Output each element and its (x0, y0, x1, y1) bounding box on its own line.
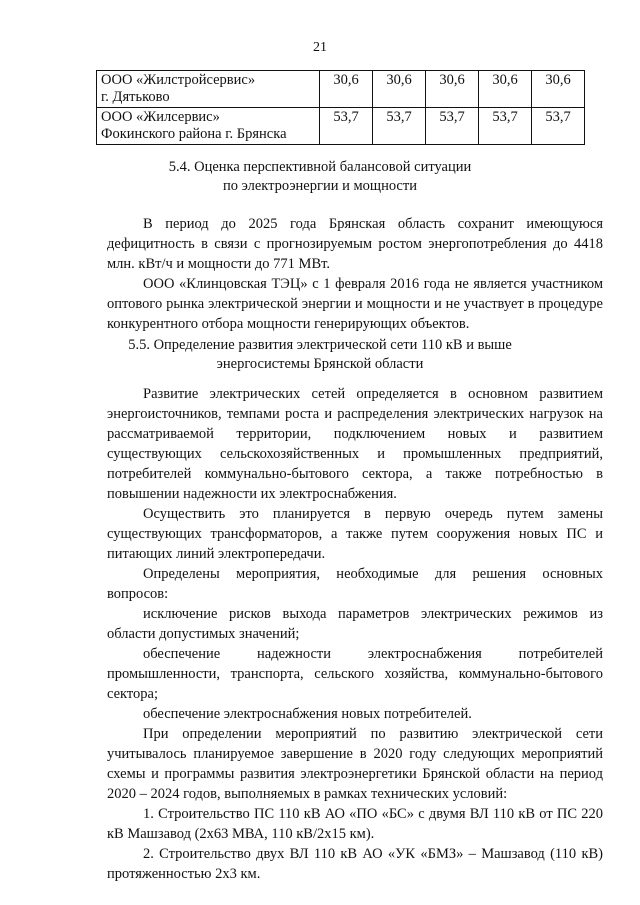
section-5-5-heading (0, 336, 640, 374)
table-cell-value: 30,6 (373, 71, 426, 108)
section-title-line: по электроэнергии и мощности (223, 178, 417, 194)
section-title-line: энергосистемы Брянской области (216, 356, 424, 372)
table-cell-value: 53,7 (320, 108, 373, 145)
table-cell-value: 30,6 (426, 71, 479, 108)
list-item: 1. Строительство ПС 110 кВ АО «ПО «БС» с двумя ВЛ 110 кВ от ПС 220 кВ Машзавод (2х63 МВА, 110 кВ/2х15 км). (107, 806, 603, 842)
table-cell-value: 30,6 (532, 71, 585, 108)
table-cell-value: 53,7 (479, 108, 532, 145)
paragraph: ООО «Клинцовская ТЭЦ» с 1 февраля 2016 года не является участником оптового рынка электрической энергии и мощности и не участвует в процедуре конкурентного отбора мощности генерирующих объектов. (107, 276, 603, 332)
section-title-line: 5.4. Оценка перспективной балансовой ситуации (168, 159, 472, 175)
paragraph: При определении мероприятий по развитию электрической сети учитывалось планируемое завершение в 2020 году следующих мероприятий схемы и программы развития электроэнергетики Брянской области на период 2020 – 2024 годов, выполняемых в рамках технических условий: (107, 726, 603, 802)
table-row (97, 71, 585, 108)
paragraph: В период до 2025 года Брянская область сохранит имеющуюся дефицитность в связи с прогнозируемым ростом энергопотребления до 4418 млн. кВт/ч и мощности до 771 МВт. (107, 216, 603, 272)
table-cell-name (97, 71, 320, 108)
org-name: ООО «Жилстройсервис» (101, 72, 256, 88)
page-number: 21 (313, 40, 327, 55)
section-5-4-body (107, 214, 603, 334)
list-item: обеспечение электроснабжения новых потребителей. (143, 706, 472, 722)
table-cell-value: 30,6 (320, 71, 373, 108)
list-item: исключение рисков выхода параметров электрических режимов из области допустимых значений; (107, 606, 603, 642)
table-cell-value: 53,7 (373, 108, 426, 145)
paragraph: Определены мероприятия, необходимые для решения основных вопросов: (107, 566, 603, 602)
table-cell-value: 53,7 (426, 108, 479, 145)
list-item: обеспечение надежности электроснабжения потребителей промышленности, транспорта, сельского хозяйства, коммунально-бытового сектора; (107, 646, 603, 702)
section-5-5-body (107, 384, 603, 884)
section-title-line: 5.5. Определение развития электрической сети 110 кВ и выше (128, 337, 512, 353)
org-location: Фокинского района г. Брянска (101, 126, 287, 142)
paragraph: Развитие электрических сетей определяется в основном развитием энергоисточников, темпами роста и распределения электрических нагрузок на рассматриваемой территории, подключением новых и развитием существующих сельскохозяйственных и промышленных предприятий, потребителей коммунально-бытового сектора, а также потребностью в повышении надежности их электроснабжения. (107, 386, 603, 502)
list-item: 2. Строительство двух ВЛ 110 кВ АО «УК «БМЗ» – Машзавод (110 кВ) протяженностью 2х3 км. (107, 846, 603, 882)
table-cell-name (97, 108, 320, 145)
table-cell-value: 30,6 (479, 71, 532, 108)
org-location: г. Дятьково (101, 89, 170, 105)
paragraph: Осуществить это планируется в первую очередь путем замены существующих трансформаторов, а также путем сооружения новых ПС и питающих линий электропередачи. (107, 506, 603, 562)
org-name: ООО «Жилсервис» (101, 109, 220, 125)
table-cell-value: 53,7 (532, 108, 585, 145)
data-table (96, 70, 585, 145)
table-row (97, 108, 585, 145)
section-5-4-heading (0, 158, 640, 196)
